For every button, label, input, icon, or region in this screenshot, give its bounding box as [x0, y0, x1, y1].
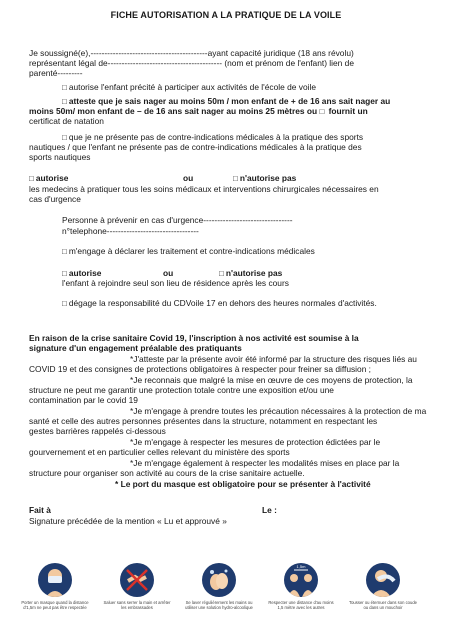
gesture-no-handshake: Saluer sans serrer la main et arrêter les embrassades	[102, 563, 172, 610]
line-nager-2: moins 50m/ mon enfant de – de 16 ans sait nager au moins 25 mètres ou □ fournit un	[29, 106, 368, 116]
covid-p3b: santé et celle des autres personnes présentes dans la structure, notamment en respectant les	[29, 416, 378, 426]
checkbox-icon[interactable]: □	[62, 247, 67, 256]
handwash-icon	[202, 563, 236, 597]
covid-p3a: *Je m'engage à prendre toutes les précaution nécessaires à la protection de ma	[130, 406, 427, 416]
covid-p1b: COVID 19 et des consignes de protections obligatoires à respecter pour freiner sa diffusion ;	[29, 364, 372, 374]
covid-p4b: gourvernement et en particulier celles relevant du ministère des sports	[29, 447, 290, 457]
option-medical-ou: ou	[183, 173, 194, 183]
checkbox-icon[interactable]: □	[319, 107, 325, 116]
option-rejoindre-autorise: □ autorise	[62, 268, 102, 278]
covid-p3c: gestes barrières rappelés ci-dessous	[29, 426, 166, 436]
checkbox-icon[interactable]: □	[62, 133, 67, 142]
covid-p5a: *Je m'engage également à respecter les modalités mises en place par la	[130, 458, 400, 468]
date-label: Le :	[262, 505, 277, 515]
check-atteste-nager: □ atteste que je sais nager au moins 50m / mon enfant de + de 16 ans sait nager au	[62, 96, 391, 106]
check-responsabilite: □ dégage la responsabilité du CDVoile 17 en dehors des heures normales d'activités.	[62, 298, 377, 308]
covid-p2a: *Je reconnais que malgré la mise en œuvre de ces moyens de protection, la	[130, 375, 413, 385]
gesture-handwash: Se laver régulièrement les mains ou utiliser une solution hydro-alcoolique	[184, 563, 254, 610]
covid-p1a: *J'atteste par la présente avoir été informé par la structure des risques liés au	[130, 354, 417, 364]
gesture-mask: Porter un masque quand la distance d'1,5m ne peut pas être respectée	[20, 563, 90, 610]
emergency-contact-field[interactable]: Personne à prévenir en cas d'urgence--------------------------------	[62, 215, 293, 225]
phone-field[interactable]: n°telephone---------------------------------	[62, 226, 199, 236]
mask-icon	[38, 563, 72, 597]
checkbox-icon[interactable]: □	[29, 174, 34, 183]
line-representant: représentant légal de----------------------------------------- (nom et prénom de l'enfant) lien de	[29, 58, 354, 68]
option-rejoindre-nautorise: □ n'autorise pas	[219, 268, 283, 278]
checkbox-icon[interactable]: □	[62, 299, 67, 308]
covid-p4a: *Je m'engage à respecter les mesures de protection édictées par le	[130, 437, 381, 447]
check-contre-indications: □ que je ne présente pas de contre-indications médicales à la pratique des sports	[62, 132, 364, 142]
distance-icon: 1,5m	[284, 563, 318, 597]
line-contre-2: nautiques / que l'enfant ne présente pas de contre-indications médicales à la pratique des	[29, 142, 362, 152]
cough-elbow-icon	[366, 563, 400, 597]
option-rejoindre-ou: ou	[163, 268, 174, 278]
gesture-cough-elbow: Tousser ou éternuer dans son coude ou dans un mouchoir	[348, 563, 418, 610]
covid-p2c: contamination par le covid 19	[29, 395, 138, 405]
line-medecins: les medecins à pratiquer tous les soins médicaux et interventions chirurgicales nécessaires en	[29, 184, 379, 194]
line-rejoindre: l'enfant à rejoindre seul son lieu de résidence après les cours	[62, 278, 289, 288]
option-medical-nautorise: □ n'autorise pas	[233, 173, 297, 183]
form-title: FICHE AUTORISATION A LA PRATIQUE DE LA VOILE	[110, 10, 342, 20]
line-parente: parenté---------	[29, 68, 83, 78]
checkbox-icon[interactable]: □	[219, 269, 224, 278]
signature-label: Signature précédée de la mention « Lu et approuvé »	[29, 516, 227, 526]
gesture-distance: 1,5m Respecter une distance d'au moins 1,5 mètre avec les autres	[268, 564, 334, 610]
line-contre-3: sports nautiques	[29, 152, 91, 162]
check-declarer: □ m'engage à déclarer les traitement et contre-indications médicales	[62, 246, 315, 256]
line-soussigne: Je soussigné(e),------------------------------------------ayant capacité juridique (18 ans révolu)	[29, 48, 354, 58]
covid-p2b: structure ne peut me garantir une protection totale contre une exposition et/ou une	[29, 385, 334, 395]
checkbox-icon[interactable]: □	[62, 269, 67, 278]
covid-heading-2: signature d'un engagement préalable des pratiquants	[29, 343, 242, 353]
fait-a-label: Fait à	[29, 505, 51, 515]
checkbox-icon[interactable]: □	[233, 174, 238, 183]
option-medical-autorise: □ autorise	[29, 173, 69, 183]
checkbox-icon[interactable]: □	[62, 97, 67, 106]
check-autorise-activites: □ autorise l'enfant précité à participer aux activités de l'école de voile	[62, 82, 316, 92]
checkbox-icon[interactable]: □	[62, 83, 67, 92]
barrier-gestures	[20, 563, 432, 635]
covid-heading-1: En raison de la crise sanitaire Covid 19, l'inscription à nos activité est soumise à la	[29, 333, 359, 343]
covid-p5b: structure pour organiser son activité au cours de la crise sanitaire actuelle.	[29, 468, 305, 478]
mask-notice: * Le port du masque est obligatoire pour se présenter à l'activité	[115, 479, 371, 489]
line-certificat: certificat de natation	[29, 116, 104, 126]
line-urgence: cas d'urgence	[29, 194, 81, 204]
no-handshake-icon	[120, 563, 154, 597]
